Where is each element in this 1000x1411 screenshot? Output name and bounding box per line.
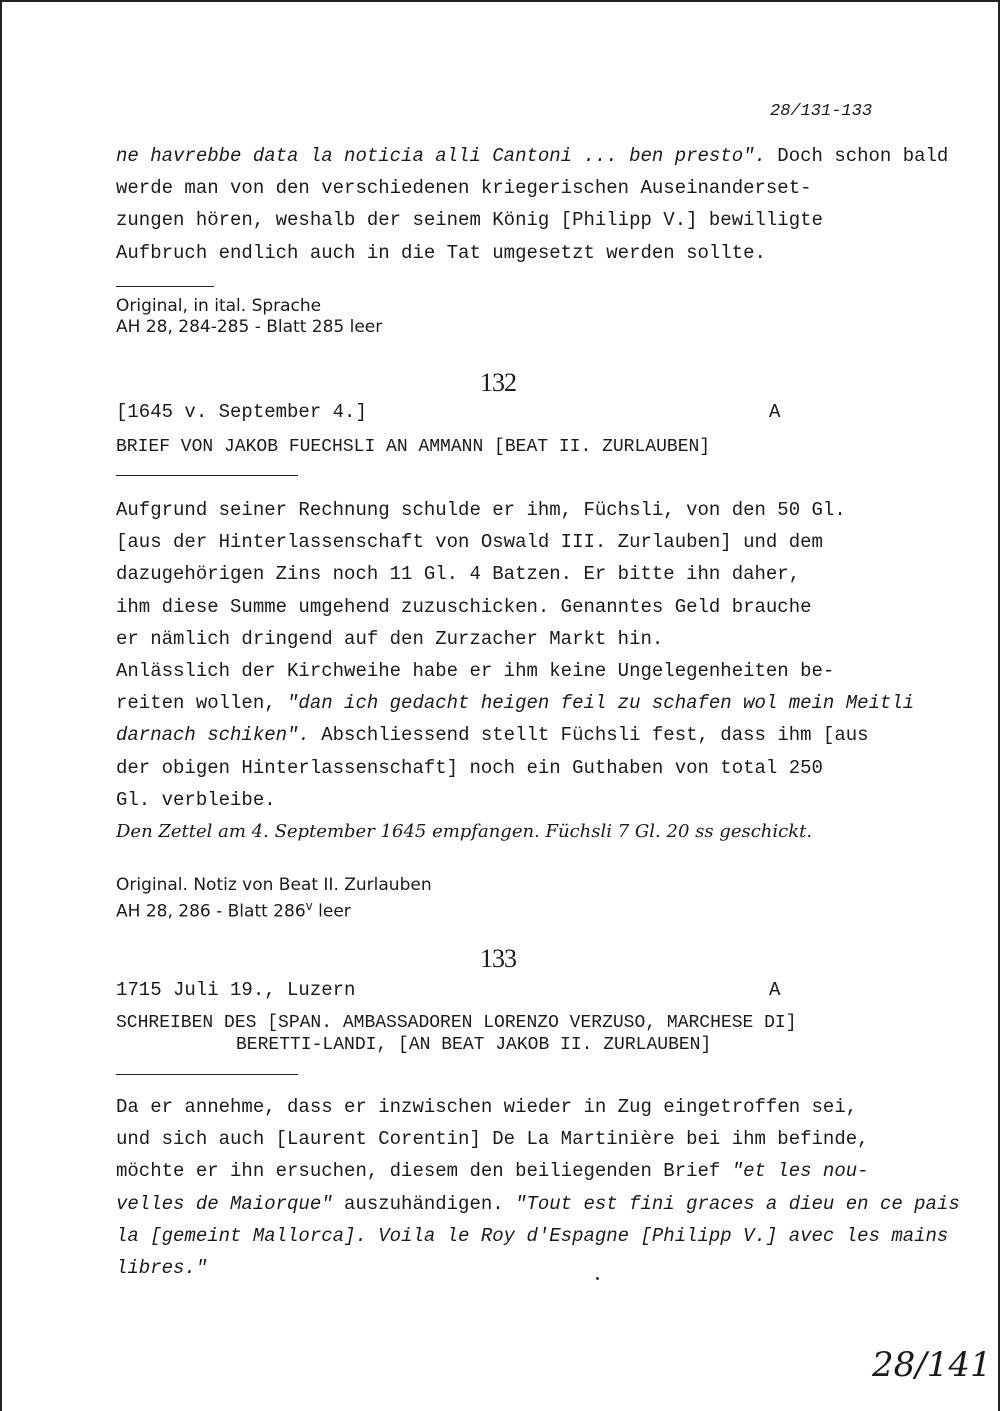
stray-mark [596, 1277, 599, 1280]
document-number-132: 132 [480, 368, 516, 397]
summary-line: Anlässlich der Kirchweihe habe er ihm keine Ungelegenheiten be- [116, 660, 835, 683]
intro-line: werde man von den verschiedenen kriegerischen Auseinanderset- [116, 177, 812, 200]
summary-paragraph-133 [116, 1091, 960, 1284]
intro-line: Aufbruch endlich auch in die Tat umgesetzt werden sollte. [116, 241, 766, 264]
handwritten-folio-number: 28/141 [872, 1345, 992, 1385]
summary-line: [aus der Hinterlassenschaft von Oswald III. Zurlauben] und dem [116, 531, 823, 554]
summary-line: dazugehörigen Zins noch 11 Gl. 4 Batzen. Er bitte ihn daher, [116, 563, 801, 586]
summary-line: er nämlich dringend auf den Zurzacher Markt hin. [116, 627, 664, 650]
document-date-132: [1645 v. September 4.] A [116, 401, 781, 423]
summary-line: der obigen Hinterlassenschaft] noch ein Guthaben von total 250 [116, 756, 823, 779]
summary-line: ihm diese Summe umgehend zuzuschicken. Genanntes Geld brauche [116, 595, 812, 618]
summary-line: und sich auch [Laurent Corentin] De La Martinière bei ihm befinde, [116, 1128, 869, 1151]
summary-line: Gl. verbleibe. [116, 788, 276, 811]
summary-line: velles de Maiorque" auszuhändigen. "Tout est fini graces a dieu en ce pais [116, 1192, 960, 1215]
source-note-132: Original. Notiz von Beat II. Zurlauben AH 28, 286 - Blatt 286$^v$ leer [116, 875, 432, 922]
summary-line: Aufgrund seiner Rechnung schulde er ihm, Füchsli, von den 50 Gl. [116, 499, 846, 521]
archive-letter: A [769, 979, 781, 1001]
page-border-left [0, 0, 2, 1411]
summary-line: la [gemeint Mallorca]. Voila le Roy d'Espagne [Philipp V.] avec les mains [116, 1224, 949, 1247]
separator-rule [116, 1074, 298, 1075]
document-date-133: 1715 Juli 19., Luzern A [116, 979, 781, 1001]
intro-line: ne havrebbe data la noticia alli Cantoni ... ben presto". Doch schon bald [116, 145, 949, 167]
handwritten-note: Den Zettel am 4. September 1645 empfangen. Füchsli 7 Gl. 20 ss geschickt. [116, 821, 813, 843]
page-border-top [0, 0, 1000, 2]
source-note-131: Original, in ital. Sprache AH 28, 284-285 - Blatt 285 leer [116, 296, 383, 337]
page-reference: 28/131-133 [770, 102, 873, 121]
archive-letter: A [769, 401, 781, 423]
intro-paragraph [116, 140, 949, 269]
separator-rule [116, 475, 298, 476]
document-title-133: SCHREIBEN DES [SPAN. AMBASSADOREN LORENZO VERZUSO, MARCHESE DI] BERETTI-LANDI, [AN BEAT JAKOB II. ZURLAUBEN] [116, 1013, 797, 1055]
summary-line: darnach schiken". Abschliessend stellt Füchsli fest, dass ihm [aus [116, 724, 869, 747]
summary-line: reiten wollen, "dan ich gedacht heigen feil zu schafen wol mein Meitli [116, 692, 915, 715]
document-title-132: BRIEF VON JAKOB FUECHSLI AN AMMANN [BEAT II. ZURLAUBEN] [116, 437, 711, 457]
summary-paragraph-132 [116, 494, 915, 848]
summary-line: Da er annehme, dass er inzwischen wieder in Zug eingetroffen sei, [116, 1096, 858, 1118]
separator-rule [116, 286, 214, 287]
intro-line: zungen hören, weshalb der seinem König [Philipp V.] bewilligte [116, 209, 823, 232]
document-number-133: 133 [480, 944, 516, 973]
summary-line: libres." [116, 1257, 208, 1280]
summary-line: möchte er ihn ersuchen, diesem den beiliegenden Brief "et les nou- [116, 1160, 869, 1183]
